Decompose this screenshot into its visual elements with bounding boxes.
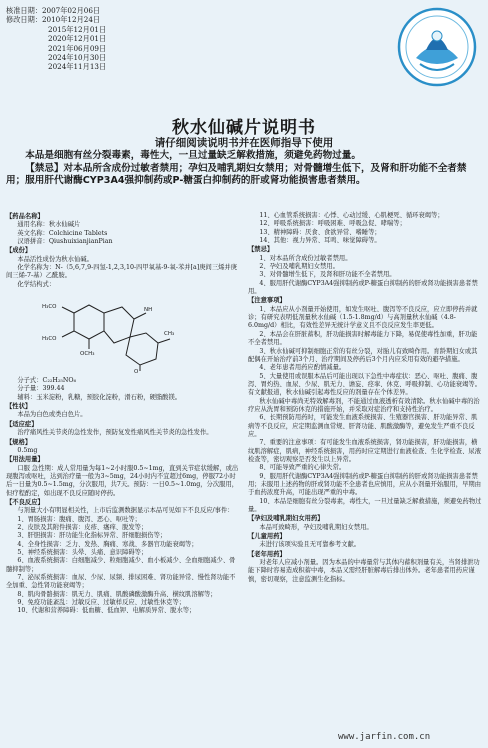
date-line: 2021年06月09日: [48, 43, 107, 53]
paragraph: 1、本品应从小剂量开始使用，如发生呕吐、腹泻等不良反应，应立即停药并就诊；有研究表明低剂量秋水仙碱（1.5-1.8mg/d）与高剂量秋水仙碱（4.8-6.0mg/d）相比，有效性差异无统计学意义且不良反应发生率更低。: [248, 305, 478, 330]
section-heading: 【儿童用药】: [248, 533, 286, 541]
section-heading: 【适应症】: [6, 420, 38, 428]
paragraph: 9、免疫功能紊乱：过敏反应、过敏样反应、过敏性休克等；: [17, 599, 186, 607]
paragraph: 2、孕妇及哺乳期妇女禁用。: [259, 263, 339, 271]
svg-text:OCH₃: OCH₃: [80, 351, 95, 358]
svg-text:NH: NH: [144, 307, 153, 314]
section-heading: 【性状】: [6, 403, 32, 411]
paragraph: 6、血液系统损害：白细胞减少、粒细胞减少、血小板减少、全血细胞减少、骨髓抑制等；: [6, 557, 236, 573]
paragraph: 本品为白色或类白色片。: [17, 411, 87, 419]
section-heading: 【药品名称】: [6, 213, 44, 220]
paragraph: 口服 急性期：成人常用量为每1~2小时服0.5~1mg，直到关节症状缓解，或出现腹泻或呕吐，达到治疗量一般为3~5mg，24小时内不宜超过6mg，停服72小时后一日量为0.5~1.5mg，分次服用，共7天。预防：一日0.5~1.0mg，分次服用，但疗程酌定，如出现不良反应随时停药。: [6, 464, 239, 497]
section-heading: 【不良反应】: [6, 498, 44, 506]
section-heading: 【注意事项】: [248, 297, 286, 305]
paragraph: 1、胃肠损害：腹痛、腹泻、恶心、呕吐等；: [17, 515, 141, 523]
watermark-text: www.jarfin.com.cn: [338, 732, 431, 742]
section-heading: 【规格】: [6, 438, 32, 446]
warning-box: [6, 150, 482, 188]
paragraph: 秋水仙碱中毒尚无特效解毒剂，不能通过血液透析有效清除。秋水仙碱中毒的治疗应从洗胃和预防休克的措施开始，并采取对症治疗和支持性治疗。: [248, 397, 480, 413]
page-subtitle: 请仔细阅读说明书并在医师指导下使用: [154, 137, 334, 149]
paragraph: 1、对本品所含成份过敏者禁用。: [259, 254, 352, 262]
paragraph: 分子式：C₂₂H₂₅NO₆: [17, 377, 77, 385]
chemical-structure-diagram: [34, 293, 184, 373]
paragraph: 11、心血管系统损害：心悸、心动过缓、心肌梗死、循环衰竭等；: [259, 212, 444, 219]
paragraph: 10、代谢和营养障碍：低血糖、低血钾、电解质异常、脱水等；: [17, 607, 196, 615]
pharma-logo-icon: [396, 6, 478, 88]
paragraph: 6、长期预防用药时，可能发生血液系统损害、生殖器官损害、肝功能异常、肌病等不良反应，应定期监测血常规、肝肾功能、肌酸激酶等，避免发生严重不良反应。: [248, 414, 478, 438]
date-line: 2024年11月13日: [48, 62, 107, 72]
date-line: 2024年10月30日: [48, 53, 107, 63]
paragraph: 12、呼吸系统损害：呼吸困难、呼吸急促、哮喘等；: [259, 220, 406, 228]
revision-dates: [6, 6, 106, 72]
paragraph: 与剂量大小有明显相关性，上市后监测数据显示本品可见如下不良反应/事件：: [17, 507, 234, 515]
paragraph: 8、肌肉骨骼损害：肌无力、肌痛、肌酸磷酸激酶升高、横纹肌溶解等；: [17, 590, 217, 598]
warning-line: 本品是细胞有丝分裂毒素，毒性大，一旦过量缺乏解救措施，须避免药物过量。: [25, 150, 361, 161]
paragraph: 分子量：399.44: [17, 385, 65, 393]
paragraph: 英文名称：Colchicine Tablets: [17, 229, 108, 237]
date-line: 核准日期：2007年02月06日: [6, 6, 101, 15]
section-heading: 【孕妇及哺乳期妇女用药】: [248, 515, 324, 523]
paragraph: 4、老年患者用药应酌情减量。: [259, 364, 346, 372]
date-line: 修改日期：2010年12月24日: [6, 15, 101, 25]
paragraph: 2、皮肤及其附件损害：皮疹、瘙痒、脱发等；: [17, 523, 148, 531]
section-heading: 【成份】: [6, 247, 32, 255]
paragraph: 本品活性成份为秋水仙碱。: [17, 255, 93, 263]
paragraph: 7、泌尿系统损害：血尿、少尿、尿频、排尿困难、肾功能异常、慢性肾功能不全加重、急性肾功能衰竭等；: [6, 574, 236, 590]
paragraph: 8、可能导致严重的心律失常。: [259, 464, 346, 472]
right-column: [248, 212, 482, 584]
svg-text:O: O: [134, 369, 139, 374]
paragraph: 通用名称：秋水仙碱片: [17, 221, 81, 229]
paragraph: 未进行该项实验且无可靠参考文献。: [259, 541, 361, 549]
paragraph: 本品可致畸形，孕妇及哺乳期妇女禁用。: [259, 523, 373, 531]
paragraph: 14、其他：视力异常、耳鸣、味觉障碍等。: [259, 237, 381, 245]
paragraph: 2、本品会在肝脏蓄积，肝功能损害时解毒能力下降，易促使毒性加重，肝功能不全者禁用。: [248, 330, 478, 347]
paragraph: 13、精神障碍：厌食、食欲异常、嗜睡等；: [259, 228, 381, 236]
paragraph: 9、服用肝代谢酶CYP3A4强抑制药或P-糖蛋白抑制药的肝或肾功能损害患者禁用；未服用上述药物的肝或肾功能不全患者也应慎用，应从小剂量开始服用，早期由于血药浓度升高，可能出现严重的中毒。: [248, 472, 481, 497]
paragraph: 化学结构式：: [17, 280, 56, 288]
paragraph: 5、神经系统损害：头晕、头痛、意识障碍等；: [17, 548, 148, 556]
paragraph: 化学名称为：N-（5,6,7,9-四氢-1,2,3,10-四甲氧基-9-氧-苯并[a]庚间三烯并庚间三烯-7-基）乙酰胺。: [6, 264, 238, 280]
paragraph: 4、服用肝代谢酶CYP3A4强抑制药或P-糖蛋白抑制药的肝或肾功能损害患者禁用。: [248, 279, 478, 296]
paragraph: 3、对骨髓增生低下，及肾和肝功能不全者禁用。: [259, 271, 396, 279]
left-column: [6, 212, 240, 616]
paragraph: 10、本品是细胞有丝分裂毒素，毒性大，一旦过量缺乏解救措施，须避免药物过量。: [248, 497, 482, 514]
section-heading: 【老年用药】: [248, 550, 286, 558]
paragraph: 治疗痛风性关节炎的急性发作，预防复发性痛风性关节炎的急性发作。: [17, 429, 213, 437]
paragraph: 5、大量使用或误服本品后可能出现以下急性中毒症状：恶心、呕吐、腹痛、腹泻、胃灼热、血尿、少尿、肌无力、谵妄、痉挛、休克、呼吸抑制、心功能衰竭等。有文献报道，秋水仙碱引起毒性反应的剂量存在个体差异。: [248, 372, 481, 397]
paragraph: 3、肝胆损害：肝功能生化指标异常、肝细胞损伤等；: [17, 532, 167, 540]
svg-text:CH₃: CH₃: [164, 331, 175, 338]
section-heading: 【禁忌】: [248, 246, 274, 254]
date-line: 2020年12月01日: [48, 34, 107, 44]
paragraph: 辅料：玉米淀粉，乳糖，预胶化淀粉，滑石粉，硬脂酸镁。: [17, 393, 182, 401]
paragraph: 4、全身性损害：乏力、发热、胸痛、寒战、多器官功能衰竭等；: [17, 540, 198, 548]
svg-text:H₃CO: H₃CO: [42, 336, 57, 343]
paragraph: 汉语拼音：QiushuixianjianPian: [17, 238, 113, 246]
paragraph: 0.5mg: [17, 446, 38, 454]
section-heading: 【用法用量】: [6, 456, 44, 464]
contraindication-summary: 【禁忌】对本品所含成份过敏者禁用；孕妇及哺乳期妇女禁用；对骨髓增生低下，及肾和肝功能不全者禁用；服用肝代谢酶CYP3A4强抑制药或P-糖蛋白抑制药的肝或肾功能损害患者禁用。: [6, 162, 467, 187]
page-title: 秋水仙碱片说明书: [172, 118, 316, 138]
paragraph: 3、秋水仙碱可抑制细胞正常的有丝分裂，对胎儿有致畸作用。育龄期妇女或其配偶在开始治疗前3个月、治疗期间及停药后3个月内应采用有效的避孕措施。: [248, 347, 478, 363]
date-line: 2015年12月01日: [48, 24, 107, 34]
paragraph: 对老年人应减小剂量。因为本品的中毒量常与其体内蓄积剂量有关，当肾排泄功能下降时容易造成积蓄中毒，本品又需经肝脏解毒后排出体外。老年患者用药应谨慎，密切观察，注意监测生化指标。: [248, 559, 480, 583]
svg-text:H₃CO: H₃CO: [42, 304, 57, 311]
paragraph: 7、重要的注意事项：有可能发生血液系统损害，肾功能损害，肝功能损害，横纹肌溶解症，肌病，神经系统损害，用药时应定期进行血液检查、生化学检查、尿液检查等，密切观察是否发生以上异常。: [248, 439, 481, 463]
